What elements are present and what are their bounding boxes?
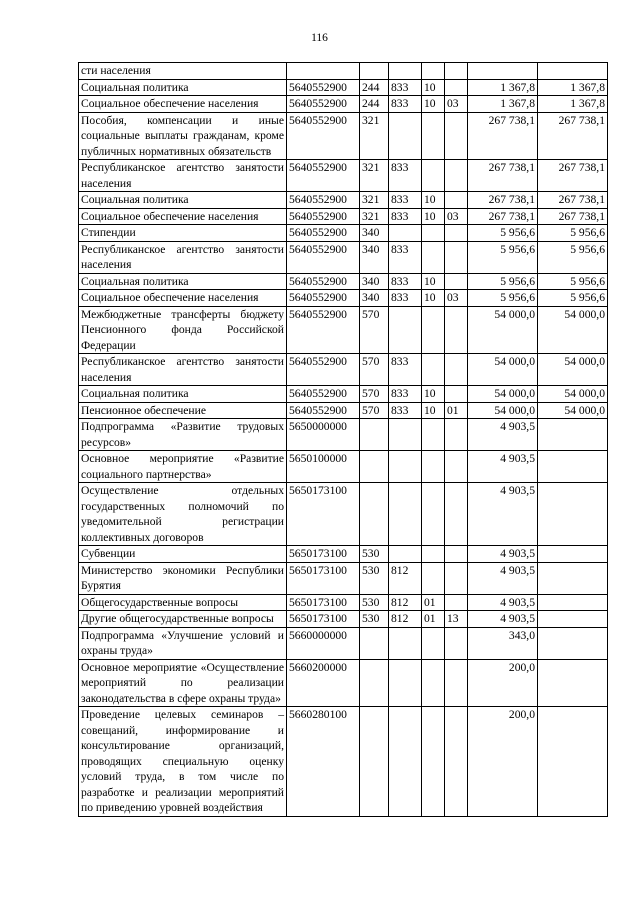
administrator-code-cell: 833 [389,273,422,290]
amount-cell-1: 5 956,6 [468,241,538,273]
row-name-cell: Пособия, компенсации и иные социальные выплаты гражданам, кроме публичных нормативных обязательств [79,112,287,160]
amount-cell-2 [538,63,608,80]
table-row [79,546,608,563]
subsection-cell: 01 [445,402,468,419]
table-row [79,419,608,451]
table-row [79,627,608,659]
row-name-cell: Республиканское агентство занятости населения [79,241,287,273]
target-code-cell: 5660000000 [287,627,360,659]
expense-type-cell: 530 [360,562,389,594]
section-cell [422,160,445,192]
administrator-code-cell [389,483,422,546]
expense-type-cell: 321 [360,112,389,160]
target-code-cell: 5650173100 [287,483,360,546]
row-name-cell: Социальное обеспечение населения [79,96,287,113]
target-code-cell: 5650173100 [287,594,360,611]
amount-cell-1: 54 000,0 [468,402,538,419]
amount-cell-2 [538,659,608,707]
administrator-code-cell: 833 [389,241,422,273]
table-row [79,562,608,594]
section-cell [422,562,445,594]
row-name-cell: Проведение целевых семинаров – совещаний, информирование и консультирование организаций, проводящих специальную оценку условий труда, в том числе по разработке и реализации мероприятий по приведению уровней воздействия [79,707,287,817]
subsection-cell [445,273,468,290]
administrator-code-cell: 833 [389,402,422,419]
section-cell: 01 [422,611,445,628]
amount-cell-2 [538,627,608,659]
subsection-cell [445,386,468,403]
amount-cell-1: 5 956,6 [468,290,538,307]
expense-type-cell: 570 [360,386,389,403]
table-row [79,79,608,96]
table-row [79,63,608,80]
amount-cell-2: 267 738,1 [538,192,608,209]
target-code-cell: 5640552900 [287,225,360,242]
amount-cell-1: 1 367,8 [468,96,538,113]
section-cell: 10 [422,96,445,113]
amount-cell-2: 54 000,0 [538,354,608,386]
table-row [79,160,608,192]
amount-cell-2 [538,451,608,483]
administrator-code-cell: 833 [389,96,422,113]
expense-type-cell [360,659,389,707]
amount-cell-1: 54 000,0 [468,306,538,354]
amount-cell-2: 54 000,0 [538,402,608,419]
target-code-cell: 5660200000 [287,659,360,707]
administrator-code-cell [389,659,422,707]
row-name-cell: Основное мероприятие «Осуществление мероприятий по реализации законодательства в сфере охраны труда» [79,659,287,707]
amount-cell-1: 267 738,1 [468,112,538,160]
amount-cell-2: 267 738,1 [538,160,608,192]
administrator-code-cell [389,707,422,817]
expense-type-cell [360,483,389,546]
section-cell: 01 [422,594,445,611]
expense-type-cell [360,419,389,451]
amount-cell-2 [538,707,608,817]
amount-cell-2: 54 000,0 [538,386,608,403]
amount-cell-1: 267 738,1 [468,160,538,192]
section-cell [422,306,445,354]
subsection-cell: 03 [445,96,468,113]
table-row [79,273,608,290]
amount-cell-1: 4 903,5 [468,483,538,546]
amount-cell-2: 5 956,6 [538,225,608,242]
section-cell [422,419,445,451]
section-cell: 10 [422,208,445,225]
table-row [79,208,608,225]
section-cell: 10 [422,386,445,403]
expense-type-cell [360,451,389,483]
subsection-cell [445,419,468,451]
target-code-cell: 5640552900 [287,306,360,354]
administrator-code-cell: 833 [389,192,422,209]
amount-cell-2 [538,419,608,451]
administrator-code-cell: 833 [389,354,422,386]
section-cell [422,354,445,386]
amount-cell-2: 5 956,6 [538,290,608,307]
subsection-cell [445,659,468,707]
target-code-cell: 5650173100 [287,611,360,628]
expense-type-cell: 340 [360,290,389,307]
section-cell [422,241,445,273]
table-row [79,192,608,209]
amount-cell-2: 5 956,6 [538,241,608,273]
expense-type-cell: 340 [360,241,389,273]
row-name-cell: Подпрограмма «Развитие трудовых ресурсов» [79,419,287,451]
administrator-code-cell: 833 [389,79,422,96]
row-name-cell: Социальная политика [79,192,287,209]
amount-cell-1: 1 367,8 [468,79,538,96]
target-code-cell: 5650173100 [287,546,360,563]
target-code-cell: 5640552900 [287,354,360,386]
subsection-cell [445,192,468,209]
amount-cell-1: 4 903,5 [468,451,538,483]
subsection-cell [445,546,468,563]
expense-type-cell: 570 [360,354,389,386]
section-cell [422,451,445,483]
section-cell [422,112,445,160]
amount-cell-2: 1 367,8 [538,79,608,96]
amount-cell-1: 200,0 [468,707,538,817]
expense-type-cell: 570 [360,402,389,419]
amount-cell-2 [538,611,608,628]
subsection-cell [445,306,468,354]
subsection-cell [445,594,468,611]
subsection-cell: 13 [445,611,468,628]
subsection-cell: 03 [445,208,468,225]
amount-cell-1: 4 903,5 [468,546,538,563]
amount-cell-2: 267 738,1 [538,208,608,225]
section-cell: 10 [422,79,445,96]
table-row [79,354,608,386]
amount-cell-1: 343,0 [468,627,538,659]
amount-cell-1: 4 903,5 [468,419,538,451]
subsection-cell [445,241,468,273]
target-code-cell: 5640552900 [287,112,360,160]
administrator-code-cell: 833 [389,290,422,307]
administrator-code-cell: 833 [389,208,422,225]
amount-cell-2 [538,562,608,594]
expense-type-cell: 530 [360,611,389,628]
table-row [79,112,608,160]
amount-cell-1: 200,0 [468,659,538,707]
table-row [79,306,608,354]
administrator-code-cell [389,451,422,483]
administrator-code-cell: 812 [389,594,422,611]
target-code-cell: 5640552900 [287,386,360,403]
administrator-code-cell [389,306,422,354]
subsection-cell [445,627,468,659]
row-name-cell: Социальное обеспечение населения [79,208,287,225]
table-row [79,483,608,546]
expense-type-cell: 340 [360,273,389,290]
table-row [79,241,608,273]
target-code-cell: 5640552900 [287,192,360,209]
table-row [79,659,608,707]
amount-cell-2 [538,483,608,546]
row-name-cell: Осуществление отдельных государственных полномочий по уведомительной регистрации коллективных договоров [79,483,287,546]
target-code-cell: 5640552900 [287,160,360,192]
section-cell [422,63,445,80]
target-code-cell: 5640552900 [287,402,360,419]
target-code-cell: 5640552900 [287,96,360,113]
amount-cell-1: 54 000,0 [468,386,538,403]
row-name-cell: сти населения [79,63,287,80]
amount-cell-1: 4 903,5 [468,594,538,611]
subsection-cell [445,160,468,192]
row-name-cell: Республиканское агентство занятости населения [79,160,287,192]
expense-type-cell: 340 [360,225,389,242]
page-number: 116 [311,32,328,44]
subsection-cell [445,79,468,96]
administrator-code-cell [389,546,422,563]
table-row [79,594,608,611]
section-cell [422,483,445,546]
section-cell [422,659,445,707]
amount-cell-1: 4 903,5 [468,611,538,628]
row-name-cell: Субвенции [79,546,287,563]
subsection-cell [445,707,468,817]
administrator-code-cell: 812 [389,611,422,628]
expense-type-cell: 244 [360,79,389,96]
row-name-cell: Другие общегосударственные вопросы [79,611,287,628]
expense-type-cell: 530 [360,594,389,611]
row-name-cell: Основное мероприятие «Развитие социального партнерства» [79,451,287,483]
section-cell [422,225,445,242]
administrator-code-cell [389,627,422,659]
target-code-cell: 5650173100 [287,562,360,594]
section-cell: 10 [422,192,445,209]
table-row [79,96,608,113]
section-cell: 10 [422,402,445,419]
row-name-cell: Межбюджетные трансферты бюджету Пенсионного фонда Российской Федерации [79,306,287,354]
row-name-cell: Пенсионное обеспечение [79,402,287,419]
expense-type-cell: 321 [360,208,389,225]
target-code-cell: 5640552900 [287,208,360,225]
amount-cell-2 [538,594,608,611]
expense-type-cell: 244 [360,96,389,113]
row-name-cell: Министерство экономики Республики Бурятия [79,562,287,594]
table-row [79,386,608,403]
subsection-cell [445,63,468,80]
expense-type-cell: 321 [360,192,389,209]
amount-cell-2: 54 000,0 [538,306,608,354]
expense-type-cell: 570 [360,306,389,354]
administrator-code-cell [389,225,422,242]
target-code-cell: 5660280100 [287,707,360,817]
row-name-cell: Социальное обеспечение населения [79,290,287,307]
section-cell [422,627,445,659]
row-name-cell: Социальная политика [79,273,287,290]
target-code-cell: 5640552900 [287,290,360,307]
table-row [79,225,608,242]
section-cell [422,707,445,817]
section-cell: 10 [422,290,445,307]
subsection-cell [445,354,468,386]
subsection-cell [445,451,468,483]
amount-cell-1: 267 738,1 [468,208,538,225]
target-code-cell: 5650000000 [287,419,360,451]
expense-type-cell: 530 [360,546,389,563]
row-name-cell: Социальная политика [79,79,287,96]
target-code-cell: 5640552900 [287,273,360,290]
amount-cell-2: 267 738,1 [538,112,608,160]
table-row [79,290,608,307]
table-row [79,402,608,419]
row-name-cell: Подпрограмма «Улучшение условий и охраны труда» [79,627,287,659]
amount-cell-2: 5 956,6 [538,273,608,290]
table-row [79,451,608,483]
amount-cell-2 [538,546,608,563]
section-cell [422,546,445,563]
amount-cell-1: 5 956,6 [468,225,538,242]
target-code-cell: 5640552900 [287,241,360,273]
budget-table [78,62,608,817]
table-row [79,707,608,817]
subsection-cell [445,562,468,594]
subsection-cell [445,225,468,242]
subsection-cell [445,483,468,546]
expense-type-cell [360,627,389,659]
row-name-cell: Республиканское агентство занятости населения [79,354,287,386]
administrator-code-cell [389,112,422,160]
administrator-code-cell: 833 [389,160,422,192]
target-code-cell [287,63,360,80]
section-cell: 10 [422,273,445,290]
administrator-code-cell: 812 [389,562,422,594]
expense-type-cell [360,707,389,817]
administrator-code-cell [389,63,422,80]
amount-cell-1: 54 000,0 [468,354,538,386]
budget-table-body [79,63,608,817]
target-code-cell: 5640552900 [287,79,360,96]
target-code-cell: 5650100000 [287,451,360,483]
amount-cell-1: 267 738,1 [468,192,538,209]
table-row [79,611,608,628]
amount-cell-1 [468,63,538,80]
expense-type-cell [360,63,389,80]
subsection-cell: 03 [445,290,468,307]
row-name-cell: Общегосударственные вопросы [79,594,287,611]
row-name-cell: Социальная политика [79,386,287,403]
amount-cell-1: 4 903,5 [468,562,538,594]
row-name-cell: Стипендии [79,225,287,242]
subsection-cell [445,112,468,160]
administrator-code-cell: 833 [389,386,422,403]
expense-type-cell: 321 [360,160,389,192]
amount-cell-2: 1 367,8 [538,96,608,113]
administrator-code-cell [389,419,422,451]
amount-cell-1: 5 956,6 [468,273,538,290]
